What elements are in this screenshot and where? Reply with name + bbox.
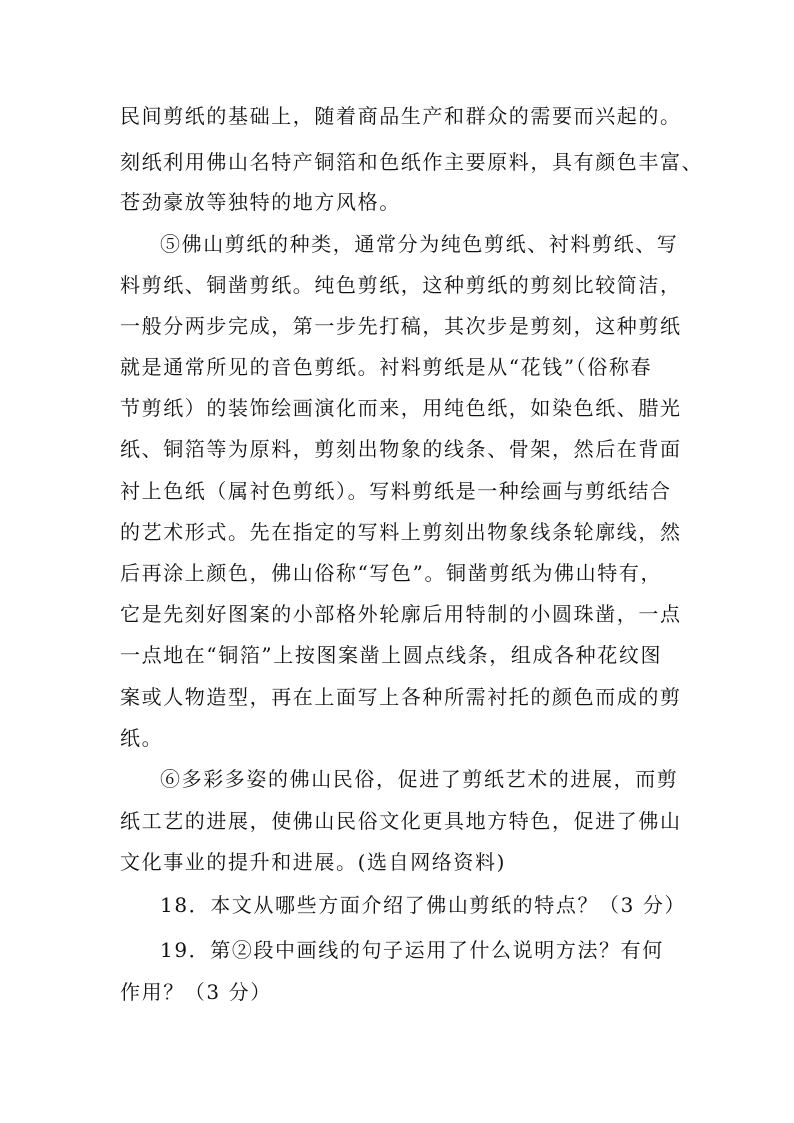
text-line: 民间剪纸的基础上，随着商品生产和群众的需要而兴起的。 (120, 104, 682, 128)
question-19: 19．第②段中画线的句子运用了什么说明方法？有何 (160, 938, 664, 962)
text-line: 一般分两步完成，第一步先打稿，其次步是剪刻，这种剪纸 (120, 314, 682, 338)
text-line: 一点地在“铜箔”上按图案凿上圆点线条，组成各种花纹图 (120, 643, 663, 667)
text-line: 苍劲豪放等独特的地方风格。 (120, 190, 401, 214)
text-line: 衬上色纸（属衬色剪纸）。写料剪纸是一种绘画与剪纸结合 (120, 479, 672, 503)
question-18: 18．本文从哪些方面介绍了佛山剪纸的特点？（3 分） (160, 893, 687, 917)
text-line: 就是通常所见的音色剪纸。衬料剪纸是从“花钱”（俗称春 (120, 355, 653, 379)
text-line: 纸。 (120, 726, 164, 750)
text-line: 后再涂上颜色，佛山俗称“写色”。铜凿剪纸为佛山特有， (120, 561, 663, 585)
text-line: 纸、铜箔等为原料，剪刻出物象的线条、骨架，然后在背面 (120, 437, 682, 461)
text-line: 案或人物造型，再在上面写上各种所需衬托的颜色而成的剪 (120, 685, 682, 709)
text-line: 料剪纸、铜凿剪纸。纯色剪纸，这种剪纸的剪刻比较简洁， (120, 273, 682, 297)
paragraph-5-start: ⑤佛山剪纸的种类，通常分为纯色剪纸、衬料剪纸、写 (160, 232, 679, 256)
text-line: 节剪纸）的装饰绘画演化而来，用纯色纸，如染色纸、腊光 (120, 396, 682, 420)
question-19-continued: 作用？（3 分） (120, 980, 272, 1004)
text-line: 它是先刻好图案的小部格外轮廓后用特制的小圆珠凿，一点 (120, 602, 682, 626)
text-line: 文化事业的提升和进展。(选自网络资料) (120, 850, 507, 874)
text-line: 的艺术形式。先在指定的写料上剪刻出物象线条轮廓线，然 (120, 520, 682, 544)
text-line: 刻纸利用佛山名特产铜箔和色纸作主要原料，具有颜色丰富、 (120, 150, 704, 174)
text-line: 纸工艺的进展，使佛山民俗文化更具地方特色，促进了佛山 (120, 809, 682, 833)
paragraph-6-start: ⑥多彩多姿的佛山民俗，促进了剪纸艺术的进展，而剪 (160, 767, 679, 791)
